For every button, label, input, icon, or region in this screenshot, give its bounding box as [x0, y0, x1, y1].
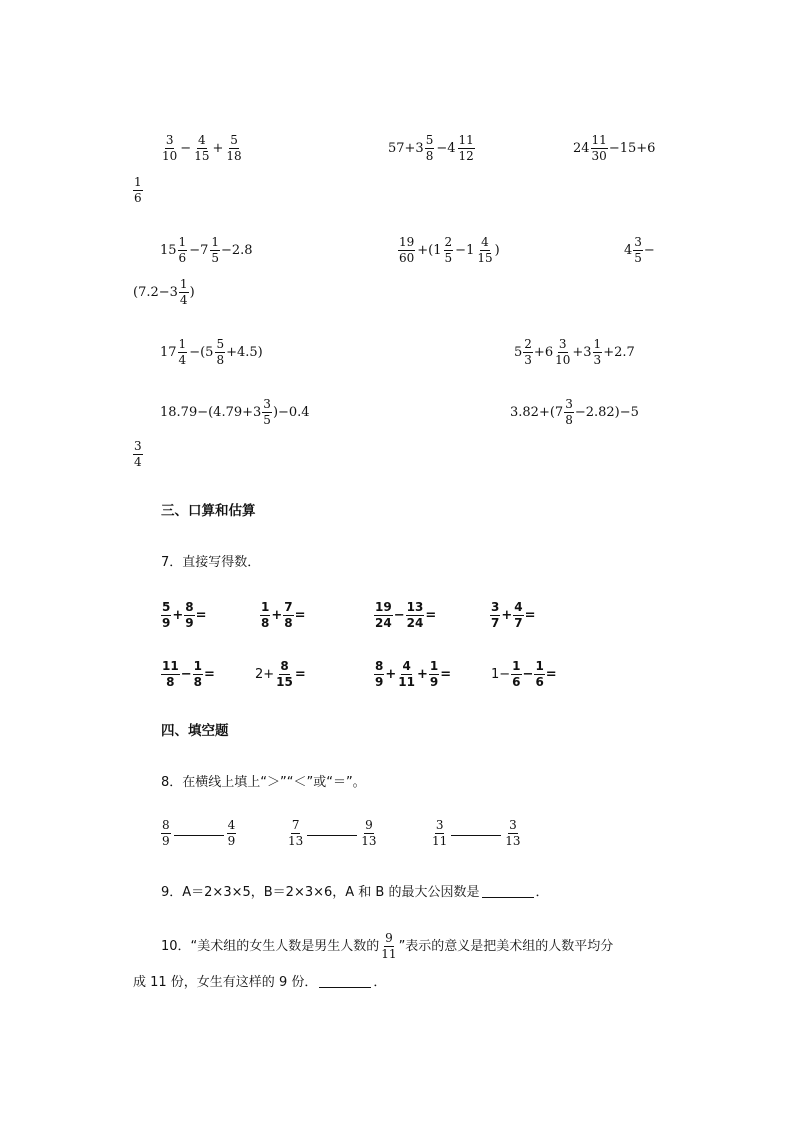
answer-blank[interactable]: [451, 835, 501, 836]
fraction: $\frac{3}{10}$: [162, 133, 178, 163]
fraction: $\frac{3}{11}$: [432, 818, 448, 848]
section-heading-3: 三、口算和估算: [161, 503, 256, 519]
fraction: $\frac{1}{5}$: [211, 235, 219, 265]
fraction: $\frac{3}{5}$: [263, 397, 271, 427]
fraction: $\frac{19}{60}$: [399, 235, 415, 265]
mental-7: $\frac{8}{9}$ + $\frac{4}{11}$ + $\frac{1}{9}$ =: [375, 659, 452, 689]
fraction: $\frac{4}{9}$: [227, 818, 236, 848]
section-heading-4: 四、填空题: [161, 723, 229, 739]
fraction: $\frac{5}{8}$: [425, 133, 434, 163]
mental-8: 1− $\frac{1}{6}$ − $\frac{1}{6}$ =: [491, 659, 557, 689]
expr-2: 57+3 $\frac{5}{8}$ −4 $\frac{11}{12}$: [388, 133, 474, 163]
fraction: $\frac{8}{15}$: [276, 659, 293, 689]
fraction: $\frac{4}{15}$: [194, 133, 210, 163]
fraction: $\frac{1}{8}$: [193, 659, 202, 689]
fraction: $\frac{5}{18}$: [226, 133, 242, 163]
fraction: $\frac{1}{3}$: [593, 337, 602, 367]
fraction: $\frac{5}{9}$: [162, 600, 171, 630]
question-10: 10．“美术组的女生人数是男生人数的 $\frac{9}{11}$ ”表示的意义是把美术组的人数平均分: [161, 931, 614, 961]
fraction: $\frac{3}{10}$: [555, 337, 571, 367]
fraction: $\frac{8}{9}$: [162, 818, 170, 848]
question-9: 9．A＝2×3×5，B＝2×3×6，A 和 B 的最大公因数是 ．: [161, 885, 549, 900]
fraction: $\frac{3}{13}$: [505, 818, 521, 848]
fraction: $\frac{8}{9}$: [185, 600, 194, 630]
answer-blank[interactable]: [174, 835, 224, 836]
mental-4: $\frac{3}{7}$ + $\frac{4}{7}$ =: [491, 600, 536, 630]
fraction: $\frac{11}{30}$: [591, 133, 607, 163]
answer-blank[interactable]: [307, 835, 357, 836]
fraction: $\frac{4}{15}$: [477, 235, 493, 265]
fraction: $\frac{9}{13}$: [361, 818, 377, 848]
expr-8: 5 $\frac{2}{3}$ +6 $\frac{3}{10}$ +3 $\frac{1}{3}$ +2.7: [514, 337, 635, 367]
expr-10-wrap: [132, 440, 144, 468]
answer-blank[interactable]: [319, 977, 371, 988]
expr-5: $\frac{19}{60}$ +(1 $\frac{2}{5}$ −1 $\frac{4}{15}$ ): [399, 235, 500, 265]
fraction: $\frac{3}{8}$: [565, 397, 573, 427]
fraction: $\frac{1}{8}$: [261, 600, 270, 630]
mental-5: $\frac{11}{8}$ − $\frac{1}{8}$ =: [162, 659, 215, 689]
expr-10: 3.82+(7 $\frac{3}{8}$ −2.82)−5: [510, 397, 639, 427]
expr-6-wrap: (7.2−3 $\frac{1}{4}$ ): [133, 277, 195, 307]
fraction: $\frac{2}{3}$: [524, 337, 532, 367]
fraction: $\frac{2}{5}$: [444, 235, 453, 265]
compare-1: [160, 819, 237, 847]
expr-3-wrap: [132, 176, 144, 204]
fraction: $\frac{9}{11}$: [381, 931, 397, 961]
expr-4: 15 $\frac{1}{6}$ −7 $\frac{1}{5}$ −2.8: [160, 235, 253, 265]
fraction: $\frac{8}{9}$: [375, 659, 384, 689]
fraction: $\frac{1}{6}$: [512, 659, 521, 689]
fraction: $\frac{1}{9}$: [429, 659, 439, 689]
fraction: $\frac{11}{8}$: [162, 659, 179, 689]
question-7: 7．直接写得数．: [161, 555, 261, 570]
fraction: $\frac{3}{7}$: [491, 600, 500, 630]
fraction: $\frac{1}{4}$: [178, 337, 187, 367]
mental-6: 2+ $\frac{8}{15}$ =: [255, 659, 306, 689]
fraction: $\frac{5}{8}$: [216, 337, 225, 367]
fraction: $\frac{13}{24}$: [406, 600, 424, 630]
answer-blank[interactable]: [482, 887, 534, 898]
fraction: $\frac{1}{6}$: [178, 235, 187, 265]
mental-3: $\frac{19}{24}$ − $\frac{13}{24}$ =: [375, 600, 437, 630]
question-10-cont: 成 11 份，女生有这样的 9 份． ．: [133, 975, 387, 990]
expr-3: 24 $\frac{11}{30}$ −15+6: [573, 133, 656, 163]
fraction: $\frac{4}{11}$: [398, 659, 415, 689]
fraction: $\frac{1}{4}$: [179, 277, 188, 307]
fraction: $\frac{1}{6}$: [535, 659, 544, 689]
fraction: $\frac{3}{5}$: [634, 235, 642, 265]
compare-2: [286, 819, 379, 847]
expr-9: 18.79−(4.79+3 $\frac{3}{5}$ )−0.4: [160, 397, 310, 427]
fraction: $\frac{3}{4}$: [134, 439, 142, 469]
fraction: $\frac{1}{6}$: [134, 175, 142, 205]
fraction: $\frac{7}{13}$: [288, 818, 304, 848]
mental-1: $\frac{5}{9}$ + $\frac{8}{9}$ =: [162, 600, 207, 630]
mental-2: $\frac{1}{8}$ + $\frac{7}{8}$ =: [261, 600, 306, 630]
fraction: $\frac{4}{7}$: [514, 600, 523, 630]
fraction: $\frac{11}{12}$: [458, 133, 474, 163]
expr-1: $\frac{3}{10}$ − $\frac{4}{15}$ + $\frac{5}{18}$: [162, 133, 242, 163]
fraction: $\frac{7}{8}$: [284, 600, 293, 630]
fraction: $\frac{19}{24}$: [375, 600, 392, 630]
expr-6: 4 $\frac{3}{5}$ −: [624, 235, 655, 265]
question-8: 8．在横线上填上“＞”“＜”或“＝”。: [161, 775, 366, 790]
expr-7: 17 $\frac{1}{4}$ −(5 $\frac{5}{8}$ +4.5): [160, 337, 263, 367]
compare-3: [430, 819, 523, 847]
